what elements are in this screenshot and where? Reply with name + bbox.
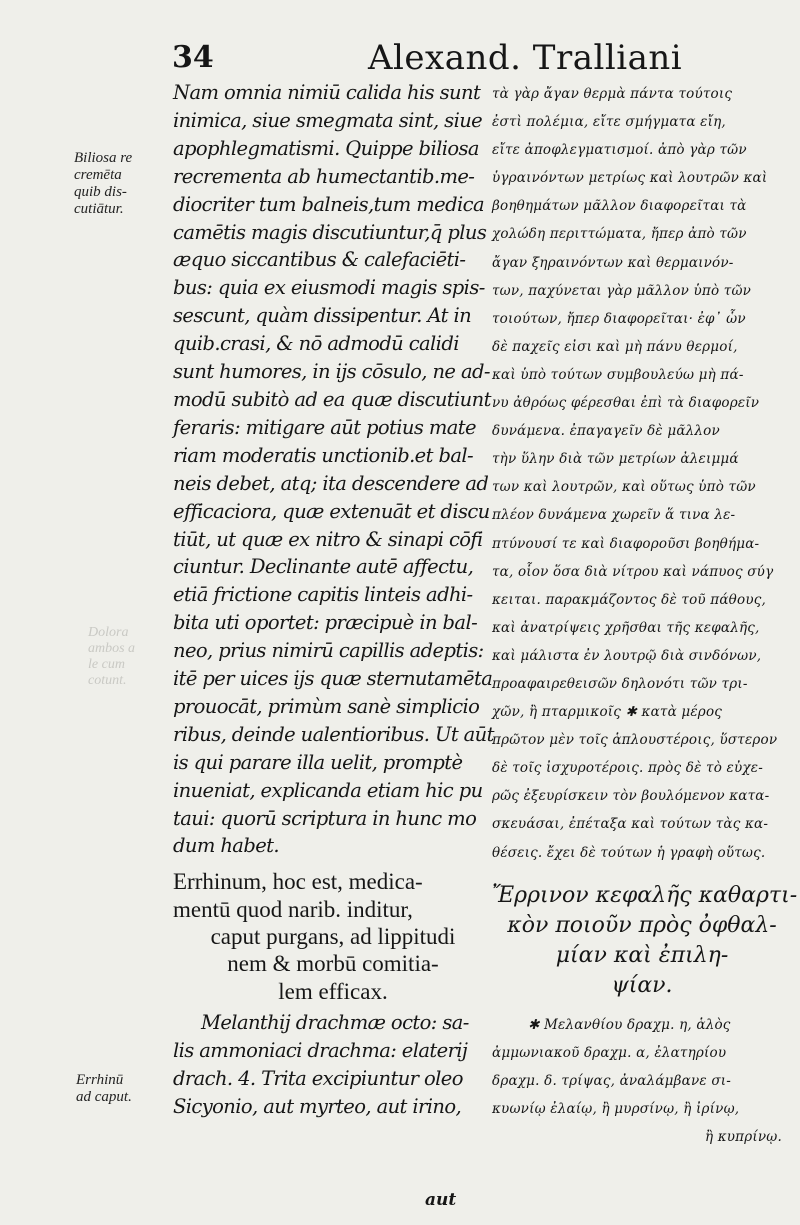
latin-line: inueniat, explicanda etiam hic pu xyxy=(173,778,483,802)
latin-line: modū subitò ad ea quæ discutiunt xyxy=(173,387,491,411)
margin-note-errhinum xyxy=(76,1072,132,1106)
latin-line: apophlegmatismi. Quippe biliosa xyxy=(173,136,479,160)
latin-recipe-line: lis ammoniaci drachma: elaterij xyxy=(173,1038,468,1062)
latin-line: neis debet, atq; ita descendere ad xyxy=(173,471,489,495)
greek-line: καὶ μάλιστα ἐν λουτρῷ διὰ σινδόνων, xyxy=(492,647,762,664)
latin-line: is qui parare illa uelit, promptè xyxy=(173,750,463,774)
catchword: aut xyxy=(425,1190,457,1210)
greek-line: πλέον δυνάμενα χωρεῖν ἅ τινα λε- xyxy=(492,507,736,524)
greek-heading-line: κὸν ποιοῦν πρὸς ὀφθαλ- xyxy=(507,912,777,938)
greek-line: δὲ τοῖς ἰσχυροτέροις. πρὸς δὲ τὸ εὐχε- xyxy=(492,760,763,777)
greek-line: ἐστὶ πολέμια, εἴτε σμήγματα εἴη, xyxy=(492,114,726,131)
greek-line: δὲ παχεῖς εἰσι καὶ μὴ πάνυ θερμοί, xyxy=(492,338,738,355)
greek-line: ρῶς ἐξευρίσκειν τὸν βουλόμενον κατα- xyxy=(492,788,770,805)
greek-heading-line: Ἔρρινον κεφαλῆς καθαρτι- xyxy=(492,882,798,908)
greek-line: τὰ γὰρ ἄγαν θερμὰ πάντα τούτοις xyxy=(492,86,733,102)
latin-line: sunt humores, in ijs cōsulo, ne ad- xyxy=(173,360,490,384)
latin-heading-line: caput purgans, ad lippitudi xyxy=(210,923,456,949)
greek-heading-line: μίαν καὶ ἐπιλη- xyxy=(555,942,729,968)
greek-line: χῶν, ἢ πταρμικοῖς ✱ κατὰ μέρος xyxy=(492,704,723,721)
greek-line: νυ ἀθρόως φέρεσθαι ἐπὶ τὰ διαφορεῖν xyxy=(492,395,760,412)
greek-line: καὶ ἀνατρίψεις χρῆσθαι τῆς κεφαλῆς, xyxy=(492,619,760,636)
latin-line: recrementa ab humectantib.me- xyxy=(173,164,475,188)
greek-line: καὶ ὑπὸ τούτων συμβουλεύω μὴ πά- xyxy=(492,366,744,383)
greek-column xyxy=(492,80,798,1151)
greek-line: πτύνουσί τε καὶ διαφοροῦσι βοηθήμα- xyxy=(492,535,760,552)
latin-line: ribus, deinde ualentioribus. Ut aūt xyxy=(173,722,494,746)
latin-line: inimica, siue smegmata sint, siue xyxy=(173,108,483,132)
greek-line: τὴν ὕλην διὰ τῶν μετρίων ἀλειμμά xyxy=(492,451,739,468)
latin-line: ciuntur. Declinante autē affectu, xyxy=(173,555,474,579)
latin-line: bita uti oportet: præcipuè in bal- xyxy=(173,611,478,635)
margin-note-line: Biliosa re xyxy=(74,150,133,166)
latin-line: efficaciora, quæ extenuāt et discu xyxy=(173,499,490,523)
greek-recipe-line: δραχμ. δ. τρίψας, ἀναλάμβανε σι- xyxy=(492,1072,731,1089)
latin-line: tiūt, ut quæ ex nitro & sinapi cōfi xyxy=(173,527,483,551)
running-title: Alexand. Tralliani xyxy=(368,38,683,78)
latin-heading-line: Errhinum, hoc est, medica- xyxy=(173,869,423,895)
show-through-line: cotunt. xyxy=(88,673,127,688)
greek-line: τα, οἷον ὅσα διὰ νίτρου καὶ νάπυος σύγ xyxy=(492,563,774,580)
latin-recipe-line: Sicyonio, aut myrteo, aut irino, xyxy=(173,1094,462,1118)
greek-recipe-line: ἢ κυπρίνῳ. xyxy=(704,1129,782,1145)
margin-note-line: cutiātur. xyxy=(74,201,124,217)
greek-recipe-line: ✱ Μελανθίου δραχμ. η, ἁλὸς xyxy=(528,1016,731,1033)
latin-line: neo, prius nimirū capillis adeptis: xyxy=(173,639,484,663)
margin-note-biliosa xyxy=(74,150,132,218)
greek-recipe-line: ἀμμωνιακοῦ δραχμ. α, ἐλατηρίου xyxy=(492,1044,727,1061)
greek-line: πρῶτον μὲν τοῖς ἁπλουστέροις, ὕστερον xyxy=(492,732,778,749)
greek-line: βοηθημάτων μᾶλλον διαφορεῖται τὰ xyxy=(492,198,747,215)
latin-line: bus: quia ex eiusmodi magis spis- xyxy=(173,276,485,300)
latin-line: feraris: mitigare aūt potius mate xyxy=(173,415,476,439)
greek-heading-line: ψίαν. xyxy=(611,972,673,998)
latin-line: dum habet. xyxy=(173,834,279,858)
greek-line: δυνάμενα. ἐπαγαγεῖν δὲ μᾶλλον xyxy=(492,423,720,440)
latin-recipe-line: Melanthij drachmæ octo: sa- xyxy=(201,1010,469,1034)
latin-heading-line: lem efficax. xyxy=(278,978,388,1004)
latin-line: prouocāt, primùm sanè simplicio xyxy=(173,694,480,718)
latin-line: etiā frictione capitis linteis adhi- xyxy=(173,583,473,607)
greek-line: των, παχύνεται γὰρ μᾶλλον ὑπὸ τῶν xyxy=(492,282,752,299)
latin-heading-line: mentū quod narib. inditur, xyxy=(173,896,413,922)
latin-line: diocriter tum balneis,tum medica xyxy=(173,192,484,216)
spacer xyxy=(173,860,493,868)
latin-line: taui: quorū scriptura in hunc mo xyxy=(173,806,477,830)
greek-line: κειται. παρακμάζοντος δὲ τοῦ πάθους, xyxy=(492,591,766,608)
greek-line: σκευάσαι, ἐπέταξα καὶ τούτων τὰς κα- xyxy=(492,816,769,833)
latin-line: sescunt, quàm dissipentur. At in xyxy=(173,304,472,328)
latin-line: camētis magis discutiuntur,q̄ plus xyxy=(173,220,487,244)
greek-line: προαφαιρεθεισῶν δηλονότι τῶν τρι- xyxy=(492,675,748,692)
greek-line: θέσεις. ἔχει δὲ τούτων ἡ γραφὴ οὕτως. xyxy=(492,844,766,861)
greek-line: ἄγαν ξηραινόντων καὶ θερμαινόν- xyxy=(492,254,734,271)
show-through-text xyxy=(88,625,135,689)
latin-line: itē per uices ijs quæ sternutamēta xyxy=(173,667,493,691)
show-through-line: le cum xyxy=(88,657,125,672)
margin-note-line: cremēta xyxy=(74,167,122,183)
latin-recipe-line: drach. 4. Trita excipiuntur oleo xyxy=(173,1066,463,1090)
latin-line: riam moderatis unctionib.et bal- xyxy=(173,443,473,467)
latin-heading-line: nem & morbū comitia- xyxy=(227,951,439,977)
greek-line: τοιούτων, ἤπερ διαφορεῖται· ἐφ᾽ ὧν xyxy=(492,310,746,327)
latin-line: æquo siccantibus & calefaciēti- xyxy=(173,248,466,272)
show-through-line: Dolora xyxy=(88,625,129,640)
latin-line: Nam omnia nimiū calida his sunt xyxy=(173,81,481,104)
greek-line: ὑγραινόντων μετρίως καὶ λουτρῶν καὶ xyxy=(492,170,768,187)
spacer xyxy=(492,867,792,881)
page-number: 34 xyxy=(172,40,214,75)
greek-line: των καὶ λουτρῶν, καὶ οὕτως ὑπὸ τῶν xyxy=(492,479,756,496)
latin-column xyxy=(173,79,493,1120)
spacer xyxy=(492,1001,792,1011)
greek-recipe-line: κυωνίῳ ἐλαίῳ, ἢ μυρσίνῳ, ἢ ἰρίνῳ, xyxy=(492,1100,740,1117)
greek-line: εἴτε ἀποφλεγματισμοί. ἀπὸ γὰρ τῶν xyxy=(492,142,747,159)
margin-note-line: quib dis- xyxy=(74,184,127,200)
latin-line: quib.crasi, & nō admodū calidi xyxy=(173,332,459,356)
greek-line: χολώδη περιττώματα, ἤπερ ἀπὸ τῶν xyxy=(492,226,747,243)
margin-note-line: Errhinū xyxy=(76,1072,124,1088)
show-through-line: ambos a xyxy=(88,641,136,656)
margin-note-line: ad caput. xyxy=(76,1089,132,1105)
